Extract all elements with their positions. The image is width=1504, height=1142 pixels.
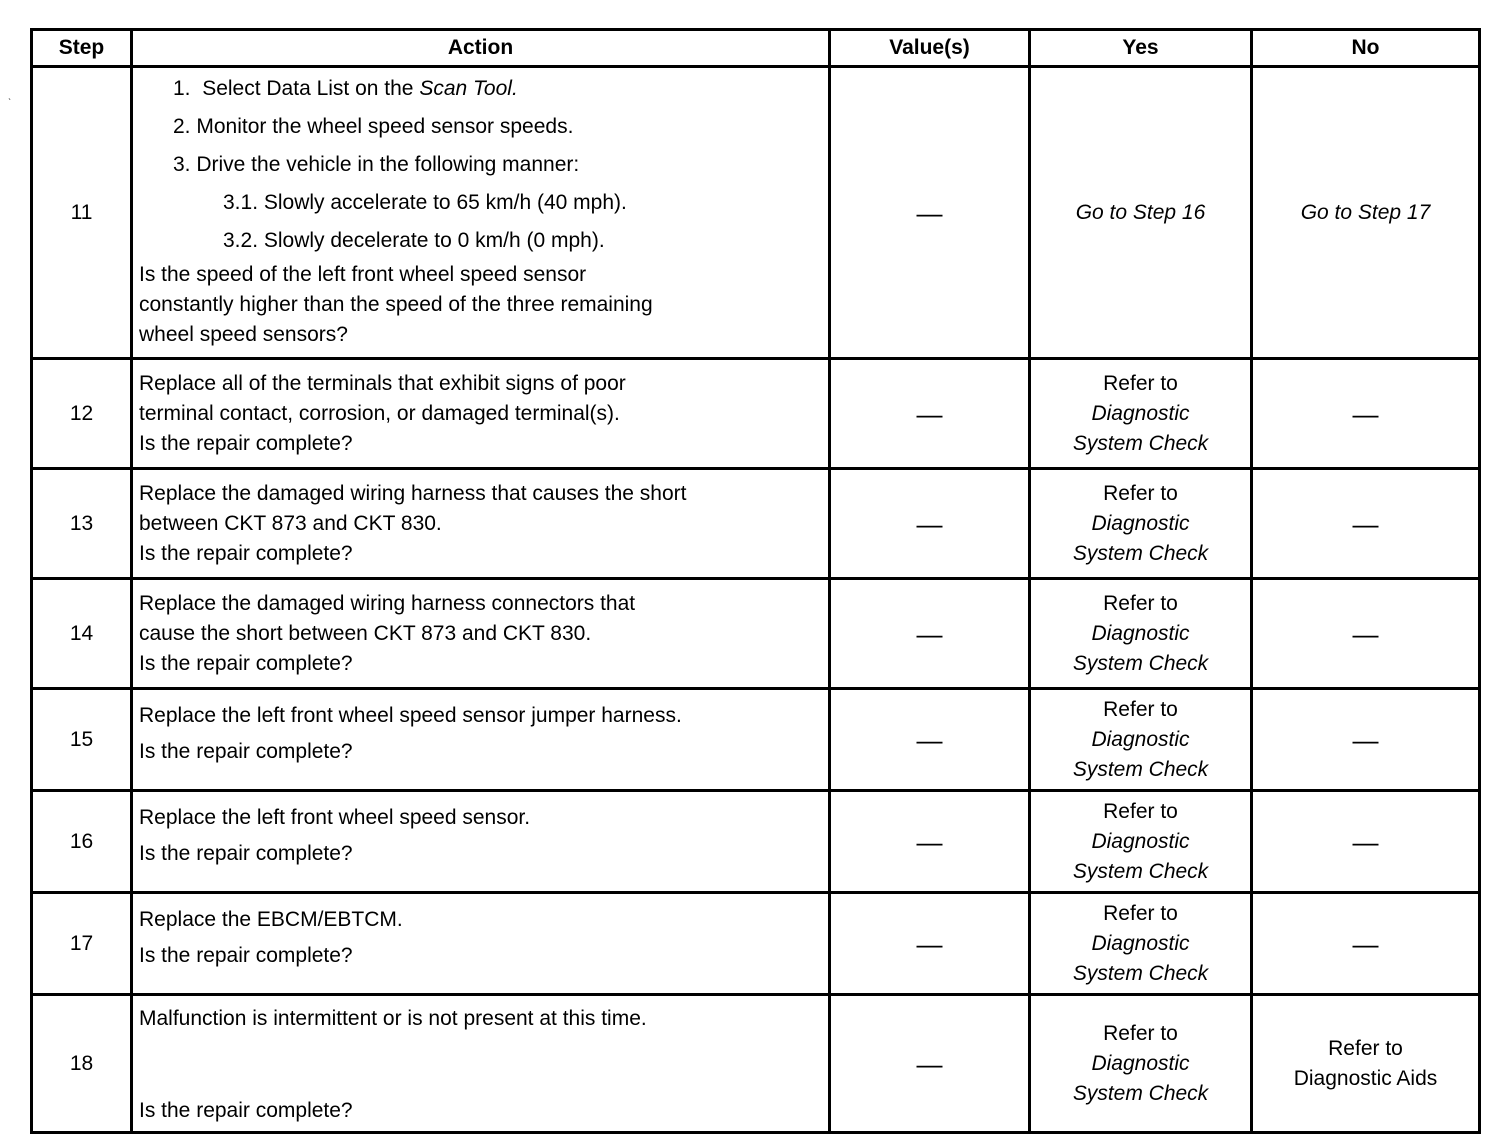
action-text: terminal contact, corrosion, or damaged terminal(s). bbox=[139, 401, 620, 425]
table-row bbox=[32, 893, 1480, 995]
yes-link-text: Diagnostic bbox=[1091, 931, 1190, 955]
yes-cell: Go to Step 16 bbox=[1030, 67, 1252, 359]
yes-link-text: System Check bbox=[1072, 651, 1209, 675]
step-number: 12 bbox=[32, 359, 132, 469]
header-values: Value(s) bbox=[830, 30, 1030, 67]
action-cell bbox=[132, 579, 830, 689]
action-question: Is the repair complete? bbox=[139, 651, 353, 675]
no-cell: — bbox=[1252, 359, 1480, 469]
no-cell: Go to Step 17 bbox=[1252, 67, 1480, 359]
yes-link-text: Diagnostic bbox=[1091, 621, 1190, 645]
action-question: wheel speed sensors? bbox=[139, 323, 348, 346]
action-question: Is the repair complete? bbox=[139, 740, 353, 763]
yes-text: Refer to bbox=[1103, 799, 1178, 823]
yes-cell bbox=[1030, 791, 1252, 893]
header-row bbox=[32, 30, 1480, 67]
action-question: Is the speed of the left front wheel speed sensor bbox=[139, 263, 587, 286]
action-subitem: 3.2. Slowly decelerate to 0 km/h (0 mph). bbox=[223, 229, 605, 252]
action-text: Replace the EBCM/EBTCM. bbox=[139, 908, 403, 931]
yes-cell bbox=[1030, 359, 1252, 469]
yes-cell bbox=[1030, 469, 1252, 579]
table-row bbox=[32, 995, 1480, 1133]
table-row bbox=[32, 469, 1480, 579]
no-cell bbox=[1252, 995, 1480, 1133]
action-item: 1. Select Data List on the Scan Tool. bbox=[173, 77, 518, 100]
action-text: Replace all of the terminals that exhibit signs of poor bbox=[139, 371, 626, 395]
header-yes: Yes bbox=[1030, 30, 1252, 67]
value-cell: — bbox=[830, 689, 1030, 791]
value-cell: — bbox=[830, 359, 1030, 469]
header-step: Step bbox=[32, 30, 132, 67]
value-cell: — bbox=[830, 579, 1030, 689]
action-subitem: 3.1. Slowly accelerate to 65 km/h (40 mph). bbox=[223, 191, 627, 214]
yes-text: Refer to bbox=[1103, 591, 1178, 615]
action-item: 3. Drive the vehicle in the following manner: bbox=[173, 153, 580, 176]
step-number: 13 bbox=[32, 469, 132, 579]
yes-link-text: Diagnostic bbox=[1091, 727, 1190, 751]
action-text: Replace the damaged wiring harness connectors that bbox=[139, 591, 636, 615]
action-cell bbox=[132, 893, 830, 995]
step-number: 17 bbox=[32, 893, 132, 995]
yes-link-text: System Check bbox=[1072, 431, 1209, 455]
action-item: 2. Monitor the wheel speed sensor speeds. bbox=[173, 115, 574, 138]
yes-text: Refer to bbox=[1103, 901, 1178, 925]
table-row bbox=[32, 689, 1480, 791]
step-number: 15 bbox=[32, 689, 132, 791]
value-cell: — bbox=[830, 791, 1030, 893]
yes-link-text: System Check bbox=[1072, 757, 1209, 781]
table-row bbox=[32, 359, 1480, 469]
step-number: 14 bbox=[32, 579, 132, 689]
action-question: Is the repair complete? bbox=[139, 1099, 353, 1122]
action-cell bbox=[132, 995, 830, 1133]
table-row bbox=[32, 579, 1480, 689]
stray-mark: ˋ bbox=[8, 98, 12, 109]
no-text: Refer to bbox=[1328, 1036, 1403, 1060]
table-row bbox=[32, 67, 1480, 359]
action-question: Is the repair complete? bbox=[139, 944, 353, 967]
value-cell: — bbox=[830, 67, 1030, 359]
yes-text: Refer to bbox=[1103, 371, 1178, 395]
step-number: 18 bbox=[32, 995, 132, 1133]
action-question: Is the repair complete? bbox=[139, 541, 353, 565]
yes-text: Refer to bbox=[1103, 1021, 1178, 1045]
action-cell bbox=[132, 791, 830, 893]
yes-cell bbox=[1030, 579, 1252, 689]
yes-cell bbox=[1030, 995, 1252, 1133]
action-question: Is the repair complete? bbox=[139, 842, 353, 865]
yes-link-text: System Check bbox=[1072, 541, 1209, 565]
action-cell bbox=[132, 359, 830, 469]
no-cell: — bbox=[1252, 579, 1480, 689]
action-text: Replace the damaged wiring harness that causes the short bbox=[139, 481, 687, 505]
action-text: cause the short between CKT 873 and CKT 830. bbox=[139, 621, 592, 645]
action-text: between CKT 873 and CKT 830. bbox=[139, 511, 442, 535]
yes-cell bbox=[1030, 893, 1252, 995]
yes-link-text: Diagnostic bbox=[1091, 401, 1190, 425]
action-cell bbox=[132, 67, 830, 359]
value-cell: — bbox=[830, 893, 1030, 995]
header-action: Action bbox=[132, 30, 830, 67]
yes-link-text: System Check bbox=[1072, 1081, 1209, 1105]
yes-link-text: Diagnostic bbox=[1091, 1051, 1190, 1075]
yes-link-text: Diagnostic bbox=[1091, 511, 1190, 535]
step-number: 16 bbox=[32, 791, 132, 893]
table-row bbox=[32, 791, 1480, 893]
action-cell bbox=[132, 469, 830, 579]
action-cell bbox=[132, 689, 830, 791]
scan-tool-term: Scan Tool. bbox=[419, 77, 518, 100]
no-text: Diagnostic Aids bbox=[1293, 1066, 1438, 1090]
diagnostic-table bbox=[30, 28, 1481, 1134]
yes-text: Refer to bbox=[1103, 481, 1178, 505]
action-question: Is the repair complete? bbox=[139, 431, 353, 455]
action-text: Replace the left front wheel speed sensor. bbox=[139, 806, 531, 829]
action-text: Malfunction is intermittent or is not present at this time. bbox=[139, 1007, 647, 1030]
yes-link-text: Diagnostic bbox=[1091, 829, 1190, 853]
step-number: 11 bbox=[32, 67, 132, 359]
no-cell: — bbox=[1252, 893, 1480, 995]
value-cell: — bbox=[830, 995, 1030, 1133]
no-cell: — bbox=[1252, 791, 1480, 893]
no-cell: — bbox=[1252, 689, 1480, 791]
header-no: No bbox=[1252, 30, 1480, 67]
action-text: Replace the left front wheel speed sensor jumper harness. bbox=[139, 704, 682, 727]
no-cell: — bbox=[1252, 469, 1480, 579]
action-question: constantly higher than the speed of the three remaining bbox=[139, 293, 653, 316]
yes-link-text: System Check bbox=[1072, 859, 1209, 883]
yes-text: Refer to bbox=[1103, 697, 1178, 721]
value-cell: — bbox=[830, 469, 1030, 579]
yes-cell bbox=[1030, 689, 1252, 791]
yes-link-text: System Check bbox=[1072, 961, 1209, 985]
